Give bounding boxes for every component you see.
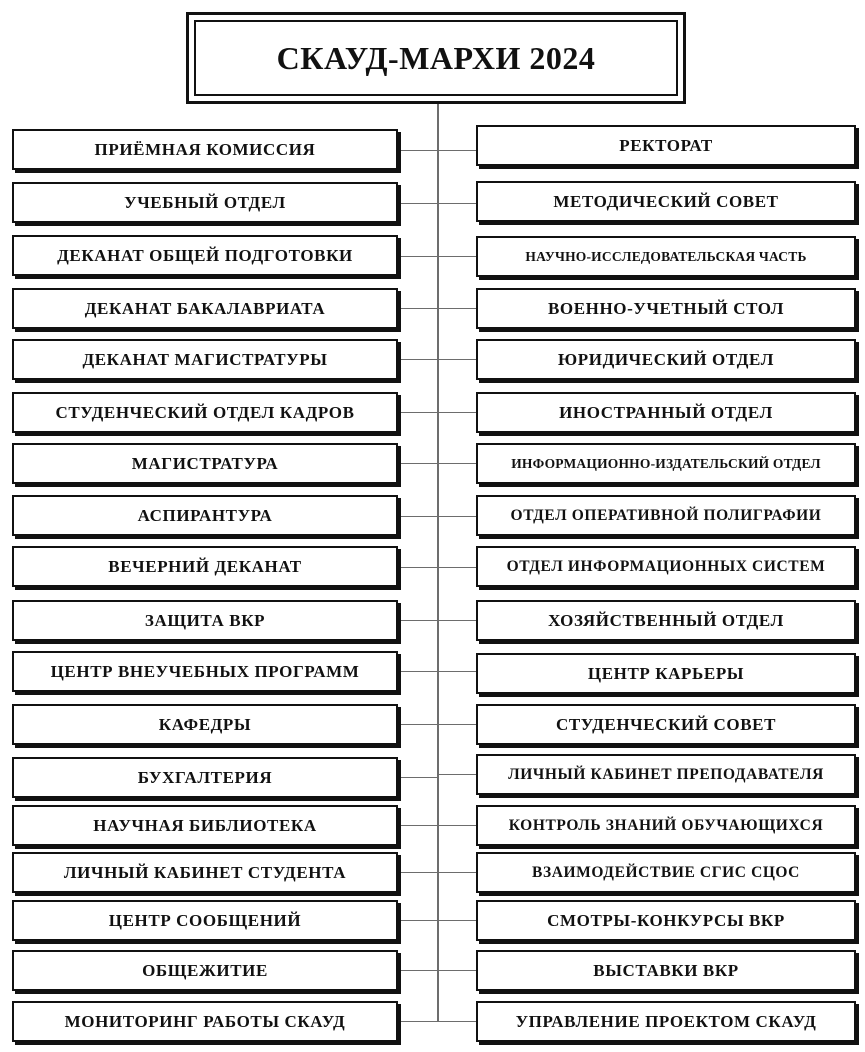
unit-box: МАГИСТРАТУРА	[12, 443, 398, 484]
connector-right	[438, 516, 476, 517]
unit-box: ЦЕНТР КАРЬЕРЫ	[476, 653, 856, 694]
diagram-title: СКАУД-МАРХИ 2024	[194, 20, 678, 96]
connector-left	[398, 777, 438, 778]
unit-box: ИНФОРМАЦИОННО-ИЗДАТЕЛЬСКИЙ ОТДЕЛ	[476, 443, 856, 484]
connector-left	[398, 671, 438, 672]
unit-box: ЗАЩИТА ВКР	[12, 600, 398, 641]
unit-box: ИНОСТРАННЫЙ ОТДЕЛ	[476, 392, 856, 433]
unit-box: КАФЕДРЫ	[12, 704, 398, 745]
title-box	[186, 12, 686, 104]
unit-box: АСПИРАНТУРА	[12, 495, 398, 536]
connector-right	[438, 203, 476, 204]
unit-box: ДЕКАНАТ БАКАЛАВРИАТА	[12, 288, 398, 329]
unit-box: МОНИТОРИНГ РАБОТЫ СКАУД	[12, 1001, 398, 1042]
connector-right	[438, 825, 476, 826]
connector-right	[438, 620, 476, 621]
unit-box: СТУДЕНЧЕСКИЙ ОТДЕЛ КАДРОВ	[12, 392, 398, 433]
unit-box: УПРАВЛЕНИЕ ПРОЕКТОМ СКАУД	[476, 1001, 856, 1042]
connector-left	[398, 203, 438, 204]
unit-box: ПРИЁМНАЯ КОМИССИЯ	[12, 129, 398, 170]
connector-left	[398, 359, 438, 360]
unit-box: НАУЧНАЯ БИБЛИОТЕКА	[12, 805, 398, 846]
connector-left	[398, 620, 438, 621]
unit-box: ЛИЧНЫЙ КАБИНЕТ ПРЕПОДАВАТЕЛЯ	[476, 754, 856, 795]
connector-right	[438, 567, 476, 568]
connector-left	[398, 1021, 438, 1022]
connector-right	[438, 1021, 476, 1022]
connector-left	[398, 567, 438, 568]
unit-box: НАУЧНО-ИССЛЕДОВАТЕЛЬСКАЯ ЧАСТЬ	[476, 236, 856, 277]
connector-left	[398, 150, 438, 151]
connector-left	[398, 516, 438, 517]
connector-right	[438, 463, 476, 464]
unit-box: ВЕЧЕРНИЙ ДЕКАНАТ	[12, 546, 398, 587]
connector-right	[438, 308, 476, 309]
unit-box: КОНТРОЛЬ ЗНАНИЙ ОБУЧАЮЩИХСЯ	[476, 805, 856, 846]
connector-left	[398, 920, 438, 921]
connector-right	[438, 412, 476, 413]
unit-box: ДЕКАНАТ ОБЩЕЙ ПОДГОТОВКИ	[12, 235, 398, 276]
connector-left	[398, 412, 438, 413]
connector-right	[438, 872, 476, 873]
unit-box: ЮРИДИЧЕСКИЙ ОТДЕЛ	[476, 339, 856, 380]
connector-left	[398, 308, 438, 309]
unit-box: ОБЩЕЖИТИЕ	[12, 950, 398, 991]
connector-right	[438, 671, 476, 672]
unit-box: МЕТОДИЧЕСКИЙ СОВЕТ	[476, 181, 856, 222]
connector-right	[438, 774, 476, 775]
unit-box: ВОЕННО-УЧЕТНЫЙ СТОЛ	[476, 288, 856, 329]
connector-left	[398, 970, 438, 971]
unit-box: ЛИЧНЫЙ КАБИНЕТ СТУДЕНТА	[12, 852, 398, 893]
unit-box: СМОТРЫ-КОНКУРСЫ ВКР	[476, 900, 856, 941]
unit-box: ОТДЕЛ ИНФОРМАЦИОННЫХ СИСТЕМ	[476, 546, 856, 587]
connector-left	[398, 825, 438, 826]
connector-right	[438, 970, 476, 971]
connector-right	[438, 256, 476, 257]
unit-box: СТУДЕНЧЕСКИЙ СОВЕТ	[476, 704, 856, 745]
unit-box: БУХГАЛТЕРИЯ	[12, 757, 398, 798]
unit-box: РЕКТОРАТ	[476, 125, 856, 166]
unit-box: ВЗАИМОДЕЙСТВИЕ СГИС СЦОС	[476, 852, 856, 893]
connector-right	[438, 920, 476, 921]
unit-box: ВЫСТАВКИ ВКР	[476, 950, 856, 991]
connector-left	[398, 256, 438, 257]
connector-right	[438, 359, 476, 360]
unit-box: УЧЕБНЫЙ ОТДЕЛ	[12, 182, 398, 223]
unit-box: ЦЕНТР СООБЩЕНИЙ	[12, 900, 398, 941]
connector-right	[438, 150, 476, 151]
connector-left	[398, 463, 438, 464]
connector-right	[438, 724, 476, 725]
unit-box: ЦЕНТР ВНЕУЧЕБНЫХ ПРОГРАММ	[12, 651, 398, 692]
unit-box: ХОЗЯЙСТВЕННЫЙ ОТДЕЛ	[476, 600, 856, 641]
trunk-line	[437, 104, 439, 1022]
connector-left	[398, 724, 438, 725]
unit-box: ДЕКАНАТ МАГИСТРАТУРЫ	[12, 339, 398, 380]
connector-left	[398, 872, 438, 873]
unit-box: ОТДЕЛ ОПЕРАТИВНОЙ ПОЛИГРАФИИ	[476, 495, 856, 536]
